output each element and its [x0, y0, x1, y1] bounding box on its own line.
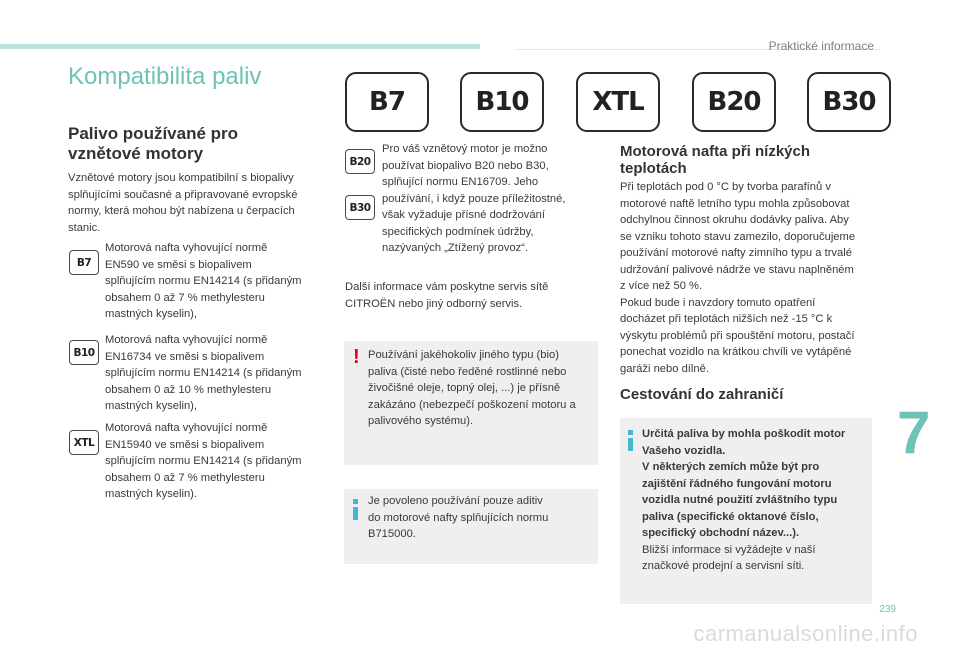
info-box-travel [620, 418, 872, 604]
warning-box [344, 341, 598, 465]
badge-b20: B20 [692, 72, 776, 132]
fuel-description-xtl: Motorová nafta vyhovující normě EN15940 ve směsi s biopalivem splňujícím normu EN14214 (s přidaným obsahem 0 až 7 % methylesteru mastných kyselin). [105, 422, 302, 500]
diesel-intro: Vznětové motory jsou kompatibilní s biopalivy splňujícími současné a připravované evropské normy, která mohou být nabízena u čerpacích stanic. [68, 172, 298, 234]
diesel-fuel-heading: Palivo používané pro vznětové motory [68, 124, 239, 163]
biofuel-b20-b30-text: Pro váš vznětový motor je možno používat biopalivo B20 nebo B30, splňující normu EN16709. Jeho používání, i když pouze příležitostné, však vyžaduje přísné dodržování specifických podmínek údržby, nazývaných „Ztížený provoz“. [382, 143, 566, 254]
warning-text: Používání jakéhokoliv jiného typu (bio) paliva (čisté nebo ředěné rostlinné nebo živočišné oleje, topný olej, ...) je přísně zakázáno (nebezpečí poškození motoru a palivového systému). [368, 349, 576, 427]
low-temp-heading: Motorová nafta při nízkých teplotách [620, 143, 811, 177]
fuel-description-b10: Motorová nafta vyhovující normě EN16734 ve směsi s biopalivem splňujícím normu EN14214 (s přidaným obsahem 0 až 10 % methylesteru mastných kyselin), [105, 334, 302, 412]
travel-info-text: Určitá paliva by mohla poškodit motor Vašeho vozidla. V některých zemích může být pro zajištění řádného fungování motoru vozidla nutné použití zvláštního typu paliva (specifické oktanové číslo, specifický obchodní název...). Bližší informace si vyžádejte v naší značkové prodejní a servisní síti. [642, 428, 846, 572]
fuel-badge-xtl: XTL [69, 430, 99, 455]
page-title: Kompatibilita paliv [68, 63, 262, 90]
top-accent-bar [0, 44, 480, 49]
service-info-text: Další informace vám poskytne servis sítě CITROËN nebo jiný odborný servis. [345, 281, 549, 310]
info-additives-text: Je povoleno používání pouze aditiv do motorové nafty splňujících normu B715000. [368, 495, 549, 540]
badge-b30: B30 [807, 72, 891, 132]
page-number: 239 [879, 604, 896, 615]
travel-abroad-heading: Cestování do zahraničí [620, 386, 784, 403]
fuel-badge-b10: B10 [69, 340, 99, 365]
small-badge-b20: B20 [345, 149, 375, 174]
fuel-description-b7: Motorová nafta vyhovující normě EN590 ve směsi s biopalivem splňujícím normu EN14214 (s přidaným obsahem 0 až 7 % methylesteru mastných kyselin), [105, 242, 302, 320]
badge-b7: B7 [345, 72, 429, 132]
info-icon [628, 430, 638, 451]
watermark-text: carmanualsonline.info [693, 621, 918, 646]
chapter-number: 7 [897, 399, 931, 466]
fuel-badge-b7: B7 [69, 250, 99, 275]
info-icon [353, 499, 363, 520]
badge-xtl: XTL [576, 72, 660, 132]
low-temp-text: Při teplotách pod 0 °C by tvorba parafínů v motorové naftě letního typu mohla způsobovat odchylnou činnost okruhu dodávky paliva. Aby se vzniku tohoto stavu zamezilo, doporučujeme používání motorové nafty zimního typu a trvalé udržování palivové nádrže ve stavu naplněném z více než 50 %. Pokud bude i navzdory tomuto opatření docházet při teplotách nižších než -15 °C k výskytu problémů při spouštění motoru, postačí ponechat vozidlo na krátkou chvíli ve vytápěné garáži nebo dílně. [620, 181, 856, 375]
section-header: Praktické informace [768, 39, 874, 53]
warning-icon: ! [353, 346, 360, 368]
info-box-additives [344, 489, 598, 564]
small-badge-b30: B30 [345, 195, 375, 220]
badge-b10: B10 [460, 72, 544, 132]
